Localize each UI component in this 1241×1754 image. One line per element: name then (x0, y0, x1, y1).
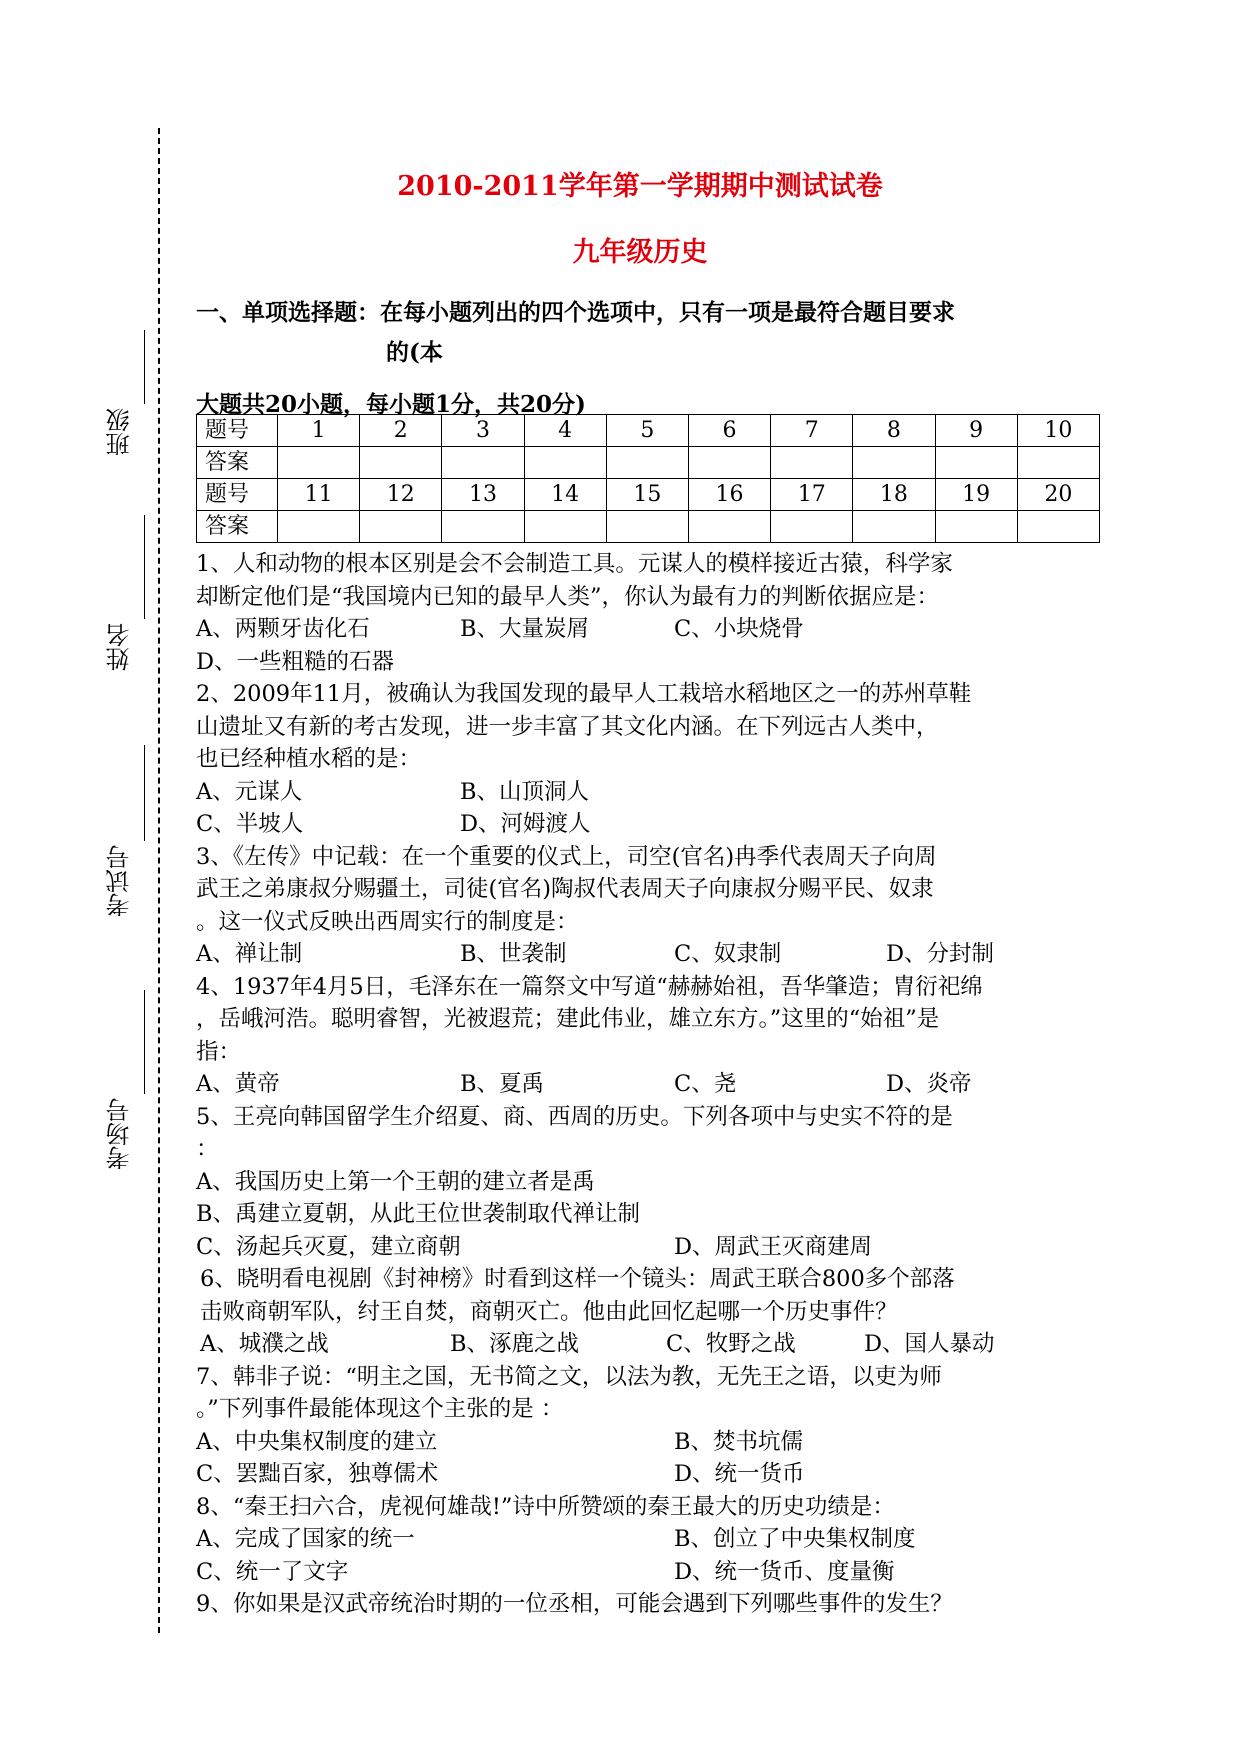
exam-subtitle: 九年级历史 (572, 237, 708, 268)
q1-stem-line: 1、人和动物的根本区别是会不会制造工具。元谋人的模样接近古猿，科学家 (196, 551, 953, 577)
question-number: 2 (360, 415, 442, 447)
answer-cell[interactable] (1017, 447, 1099, 479)
q8-stem-line: 8、“秦王扫六合，虎视何雄哉!”诗中所赞颂的秦王最大的历史功绩是： (196, 1493, 895, 1520)
q7-stem-line: 。”下列事件最能体现这个主张的是 ： (196, 1396, 564, 1422)
q2-options (196, 776, 1076, 809)
q3-option-c[interactable]: C、奴隶制 (674, 941, 782, 967)
q2-option-c[interactable]: C、半坡人 (196, 811, 304, 837)
answer-cell[interactable] (688, 511, 770, 543)
class-field (100, 330, 160, 480)
q3-stem-line: 。这一仪式反映出西周实行的制度是： (196, 908, 579, 935)
q8-option-b[interactable]: B、创立了中央集权制度 (674, 1526, 916, 1552)
q6-stem-line: 6、晓明看电视剧《封神榜》时看到这样一个镜头：周武王联合800多个部落 (200, 1266, 955, 1292)
q5-option-b[interactable]: B、禹建立夏朝，从此王位世袭制取代禅让制 (196, 1201, 641, 1227)
question-number: 7 (771, 415, 853, 447)
class-label: 班级 (106, 408, 134, 456)
q6-option-d[interactable]: D、国人暴动 (864, 1331, 995, 1357)
answer-cell[interactable] (1017, 511, 1099, 543)
question-number: 8 (853, 415, 935, 447)
q5-stem-line: 5、王亮向韩国留学生介绍夏、商、西周的历史。下列各项中与史实不符的是 (196, 1103, 953, 1130)
q7-option-c[interactable]: C、罢黜百家，独尊儒术 (196, 1461, 439, 1487)
q2-option-d[interactable]: D、河姆渡人 (460, 811, 591, 837)
q5-stem-line: ： (196, 1136, 219, 1162)
question-list (196, 548, 1076, 1621)
question-number: 12 (360, 479, 442, 511)
question-number: 5 (606, 415, 688, 447)
question-number: 20 (1017, 479, 1099, 511)
q3-option-a[interactable]: A、禅让制 (196, 941, 303, 967)
answer-row (197, 511, 1100, 543)
q2-option-b[interactable]: B、山顶洞人 (460, 778, 590, 805)
answer-cell[interactable] (442, 511, 524, 543)
q6-options (196, 1328, 1076, 1361)
q3-stem-line: 武王之弟康叔分赐疆土，司徒(官名)陶叔代表周天子向康叔分赐平民、奴隶 (196, 876, 934, 902)
answer-label: 答案 (197, 511, 278, 543)
q3-option-b[interactable]: B、世袭制 (460, 941, 567, 967)
q1-option-b[interactable]: B、大量炭屑 (460, 616, 590, 642)
exam-number-field (100, 745, 160, 920)
q4-option-a[interactable]: A、黄帝 (196, 1071, 280, 1097)
q1-option-c[interactable]: C、小块烧骨 (674, 616, 804, 642)
question-number: 13 (442, 479, 524, 511)
answer-cell[interactable] (935, 511, 1017, 543)
answer-cell[interactable] (688, 447, 770, 479)
number-row (197, 415, 1100, 447)
q2-stem-line: 也已经种植水稻的是： (196, 746, 422, 772)
number-label: 题号 (197, 415, 278, 447)
q1-option-d[interactable]: D、一些粗糙的石器 (196, 648, 395, 675)
q5-options (196, 1198, 1076, 1231)
answer-cell[interactable] (524, 447, 606, 479)
exam-number-label: 考试号 (106, 845, 134, 917)
section-heading-line2: 的(本 (386, 339, 443, 366)
question-number: 4 (524, 415, 606, 447)
q2-options (196, 808, 1076, 841)
exam-number-fill-line[interactable] (144, 745, 145, 841)
class-fill-line[interactable] (144, 330, 145, 404)
q4-stem-line: ，岳峨河浩。聪明睿智，光被遐荒；建此伟业，雄立东方。”这里的“始祖”是 (196, 1006, 940, 1032)
q6-stem-line: 击败商朝军队，纣王自焚，商朝灭亡。他由此回忆起哪一个历史事件？ (200, 1298, 898, 1325)
q4-stem-line: 4、1937年4月5日，毛泽东在一篇祭文中写道“赫赫始祖，吾华肇造；胄衍祀绵 (196, 973, 983, 1000)
q3-option-d[interactable]: D、分封制 (886, 941, 995, 967)
question-number: 10 (1017, 415, 1099, 447)
q1-option-a[interactable]: A、两颗牙齿化石 (196, 616, 370, 642)
answer-cell[interactable] (278, 511, 360, 543)
section-heading (196, 296, 1076, 422)
answer-cell[interactable] (442, 447, 524, 479)
answer-cell[interactable] (606, 511, 688, 543)
q3-stem-line: 3、《左传》中记载：在一个重要的仪式上，司空(官名)冉季代表周天子向周 (196, 843, 937, 870)
answer-cell[interactable] (771, 447, 853, 479)
q2-stem-line: 山遗址又有新的考古发现，进一步丰富了其文化内涵。在下列远古人类中， (196, 713, 939, 740)
answer-row (197, 447, 1100, 479)
q1-options (196, 613, 1076, 646)
q8-option-c[interactable]: C、统一了文字 (196, 1558, 349, 1585)
q7-options (196, 1426, 1076, 1459)
number-label: 题号 (197, 479, 278, 511)
q8-options (196, 1523, 1076, 1556)
question-number: 19 (935, 479, 1017, 511)
exam-title: 2010-2011学年第一学期期中测试试卷 (397, 171, 883, 202)
question-number: 11 (278, 479, 360, 511)
answer-table (196, 414, 1100, 543)
q2-option-a[interactable]: A、元谋人 (196, 778, 303, 805)
question-number: 14 (524, 479, 606, 511)
answer-cell[interactable] (771, 511, 853, 543)
q5-option-c[interactable]: C、汤起兵灭夏，建立商朝 (196, 1233, 461, 1260)
name-fill-line[interactable] (144, 515, 145, 619)
question-number: 18 (853, 479, 935, 511)
q1-options (196, 646, 1076, 679)
q5-option-d[interactable]: D、周武王灭商建周 (674, 1233, 873, 1260)
answer-cell[interactable] (360, 447, 442, 479)
q5-options (196, 1166, 1076, 1199)
number-row (197, 479, 1100, 511)
name-field (100, 515, 160, 685)
q5-options (196, 1231, 1076, 1264)
section-heading-line1: 一、单项选择题：在每小题列出的四个选项中，只有一项是最符合题目要求 (196, 299, 955, 326)
q6-option-b[interactable]: B、涿鹿之战 (450, 1331, 580, 1357)
question-number: 16 (688, 479, 770, 511)
exam-room-field (100, 990, 160, 1170)
question-number: 15 (606, 479, 688, 511)
q8-options (196, 1556, 1076, 1589)
answer-cell[interactable] (524, 511, 606, 543)
answer-cell[interactable] (935, 447, 1017, 479)
q8-option-a[interactable]: A、完成了国家的统一 (196, 1526, 415, 1552)
exam-room-label: 考场号 (106, 1098, 134, 1170)
exam-room-fill-line[interactable] (144, 990, 145, 1094)
answer-cell[interactable] (278, 447, 360, 479)
q2-stem-line: 2、2009年11月，被确认为我国发现的最早人工栽培水稻地区之一的苏州草鞋 (196, 681, 972, 707)
answer-cell[interactable] (606, 447, 688, 479)
answer-cell[interactable] (853, 511, 935, 543)
question-number: 17 (771, 479, 853, 511)
q3-options (196, 938, 1076, 971)
q7-option-d[interactable]: D、统一货币 (674, 1461, 805, 1487)
question-number: 3 (442, 415, 524, 447)
q4-stem-line: 指： (196, 1038, 242, 1065)
q7-option-a[interactable]: A、中央集权制度的建立 (196, 1428, 438, 1455)
q7-option-b[interactable]: B、焚书坑儒 (674, 1428, 804, 1455)
question-number: 9 (935, 415, 1017, 447)
q7-options (196, 1458, 1076, 1491)
q4-option-c[interactable]: C、尧 (674, 1071, 737, 1097)
q4-options (196, 1068, 1076, 1101)
q4-option-b[interactable]: B、夏禹 (460, 1071, 545, 1097)
answer-cell[interactable] (360, 511, 442, 543)
q6-option-c[interactable]: C、牧野之战 (666, 1331, 796, 1357)
q4-option-d[interactable]: D、炎帝 (886, 1071, 972, 1097)
question-number: 6 (688, 415, 770, 447)
q9-stem-line: 9、你如果是汉武帝统治时期的一位丞相，可能会遇到下列哪些事件的发生？ (196, 1591, 953, 1617)
name-label: 姓名 (106, 623, 134, 671)
answer-cell[interactable] (853, 447, 935, 479)
q5-option-a[interactable]: A、我国历史上第一个王朝的建立者是禹 (196, 1168, 595, 1195)
q1-stem-line: 却断定他们是“我国境内已知的最早人类”，你认为最有力的判断依据应是： (196, 583, 940, 610)
q6-option-a[interactable]: A、城濮之战 (200, 1331, 329, 1357)
section-heading-line3: 大题共20小题，每小题1分，共20分) (196, 391, 586, 418)
q8-option-d[interactable]: D、统一货币、度量衡 (674, 1558, 895, 1585)
answer-label: 答案 (197, 447, 278, 479)
question-number: 1 (278, 415, 360, 447)
q7-stem-line: 7、韩非子说：“明主之国，无书简之文，以法为教，无先王之语，以吏为师 (196, 1363, 942, 1390)
